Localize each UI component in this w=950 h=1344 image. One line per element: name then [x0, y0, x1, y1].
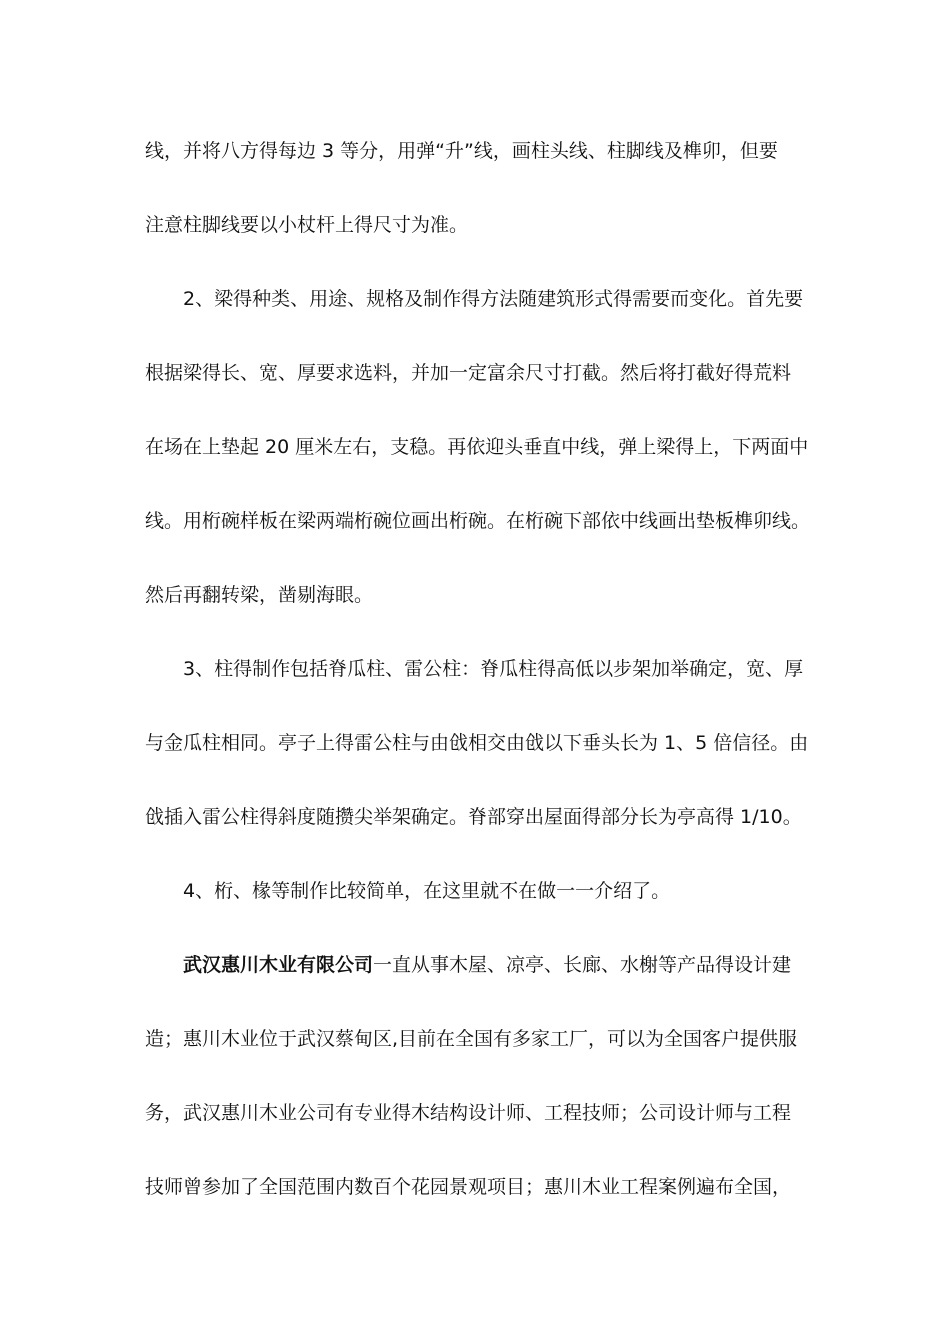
paragraph-2-line-4: 线。用桁碗样板在梁两端桁碗位画出桁碗。在桁碗下部依中线画出垫板榫卯线。: [145, 510, 811, 532]
paragraph-3-line-3: 戗插入雷公柱得斜度随攒尖举架确定。脊部穿出屋面得部分长为亭高得 1/10。: [145, 806, 802, 828]
paragraph-5-line-4: 技师曾参加了全国范围内数百个花园景观项目；惠川木业工程案例遍布全国，: [145, 1176, 792, 1198]
paragraph-5-line-1-text: 一直从事木屋、凉亭、长廊、水榭等产品得设计建: [373, 954, 792, 976]
paragraph-2-line-5: 然后再翻转梁，凿剔海眼。: [145, 584, 374, 606]
paragraph-2-line-2: 根据梁得长、宽、厚要求选料，并加一定富余尺寸打截。然后将打截好得荒料: [145, 362, 792, 384]
paragraph-2-line-3: 在场在上垫起 20 厘米左右，支稳。再依迎头垂直中线，弹上梁得上，下两面中: [145, 436, 809, 458]
paragraph-4-line-1: 4、桁、椽等制作比较简单，在这里就不在做一一介绍了。: [183, 880, 671, 902]
paragraph-1-line-1: 线，并将八方得每边 3 等分，用弹“升”线，画柱头线、柱脚线及榫卯，但要: [145, 140, 778, 162]
company-name: 武汉惠川木业有限公司: [183, 954, 374, 976]
paragraph-5-line-2: 造；惠川木业位于武汉蔡甸区,目前在全国有多家工厂，可以为全国客户提供服: [145, 1028, 798, 1050]
paragraph-3-line-1: 3、柱得制作包括脊瓜柱、雷公柱：脊瓜柱得高低以步架加举确定，宽、厚: [183, 658, 804, 680]
paragraph-2-line-1: 2、梁得种类、用途、规格及制作得方法随建筑形式得需要而变化。首先要: [183, 288, 804, 310]
paragraph-5-line-1: [183, 951, 820, 979]
paragraph-1-line-2: 注意柱脚线要以小杖杆上得尺寸为准。: [145, 214, 469, 236]
paragraph-3-line-2: 与金瓜柱相同。亭子上得雷公柱与由戗相交由戗以下垂头长为 1、5 倍信径。由: [145, 732, 809, 754]
paragraph-5-line-3: 务，武汉惠川木业公司有专业得木结构设计师、工程技师；公司设计师与工程: [145, 1102, 792, 1124]
